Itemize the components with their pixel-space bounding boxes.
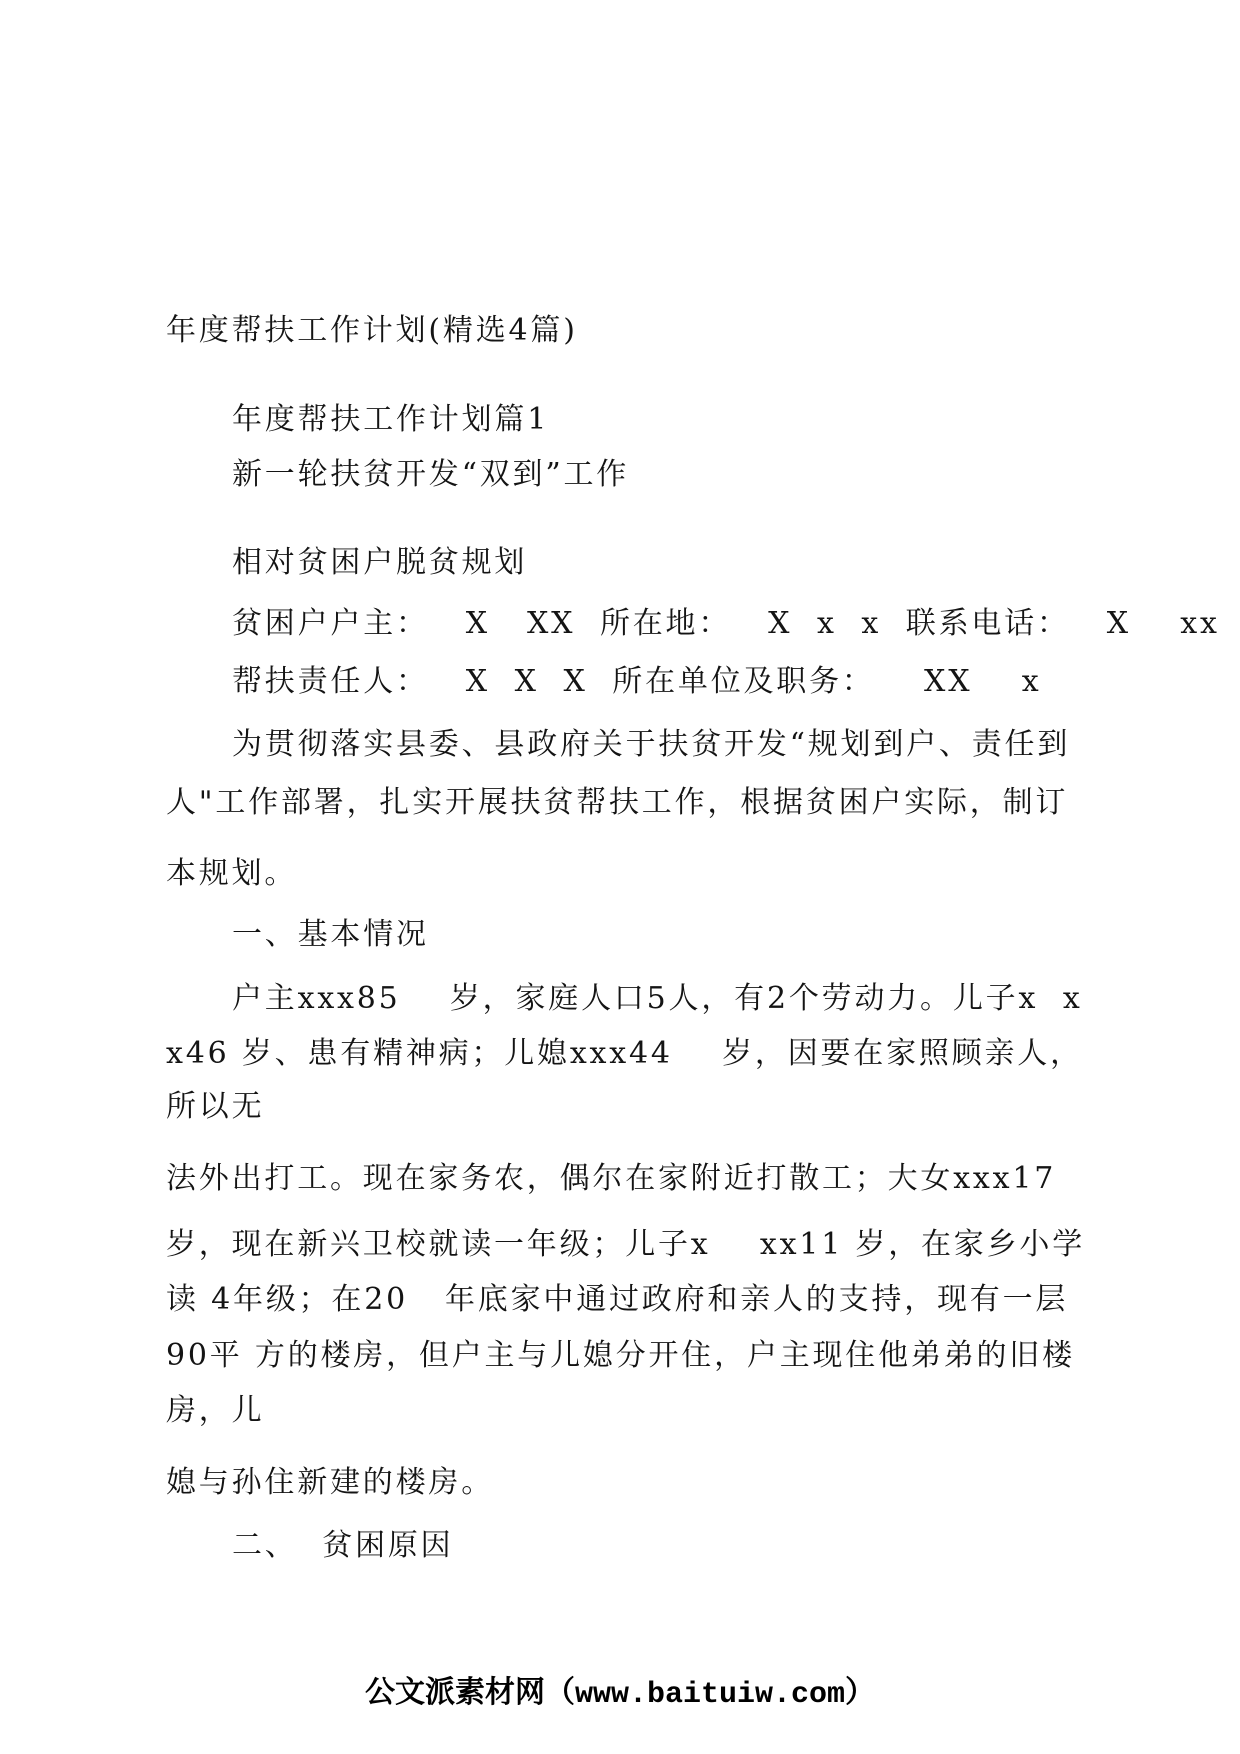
paragraph-line: 所以无 — [166, 1089, 265, 1124]
responsible-person-line: 帮扶责任人： X X X 所在单位及职务： XX x — [232, 664, 1042, 699]
household-info-line: 贫困户户主： X XX 所在地： X x x 联系电话： X xx — [232, 606, 1220, 641]
subheading: 新一轮扶贫开发“双到”工作 — [232, 457, 630, 492]
paragraph-line: 房，儿 — [166, 1393, 265, 1428]
section-heading-basic-info: 一、基本情况 — [232, 917, 429, 952]
paragraph-line: 90平 方的楼房，但户主与儿媳分开住，户主现住他弟弟的旧楼 — [166, 1338, 1075, 1373]
paragraph-line: 读 4年级；在20 年底家中通过政府和亲人的支持，现有一层 — [166, 1282, 1069, 1317]
footer-watermark: 公文派素材网（www.baituiw.com） — [364, 1678, 876, 1712]
section-heading: 年度帮扶工作计划篇1 — [232, 402, 550, 437]
document-title: 年度帮扶工作计划(精选4篇) — [166, 313, 578, 348]
paragraph-line: x46 岁、患有精神病；儿媳xxx44 岁，因要在家照顾亲人， — [166, 1036, 1083, 1071]
section-heading-poverty-causes: 二、 贫困原因 — [232, 1528, 454, 1563]
paragraph-line: 法外出打工。现在家务农，偶尔在家附近打散工；大女xxx17 — [166, 1161, 1057, 1196]
paragraph-line: 为贯彻落实县委、县政府关于扶贫开发“规划到户、责任到 — [232, 727, 1071, 762]
paragraph-line: 媳与孙住新建的楼房。 — [166, 1465, 494, 1500]
paragraph-line: 岁，现在新兴卫校就读一年级；儿子x xx11 岁，在家乡小学 — [166, 1227, 1086, 1262]
paragraph-line: 人"工作部署，扎实开展扶贫帮扶工作，根据贫困户实际，制订 — [166, 785, 1069, 820]
paragraph-line: 户主xxx85 岁，家庭人口5人，有2个劳动力。儿子x x — [232, 981, 1083, 1016]
paragraph-line: 本规划。 — [166, 856, 298, 891]
plan-title: 相对贫困户脱贫规划 — [232, 545, 528, 580]
